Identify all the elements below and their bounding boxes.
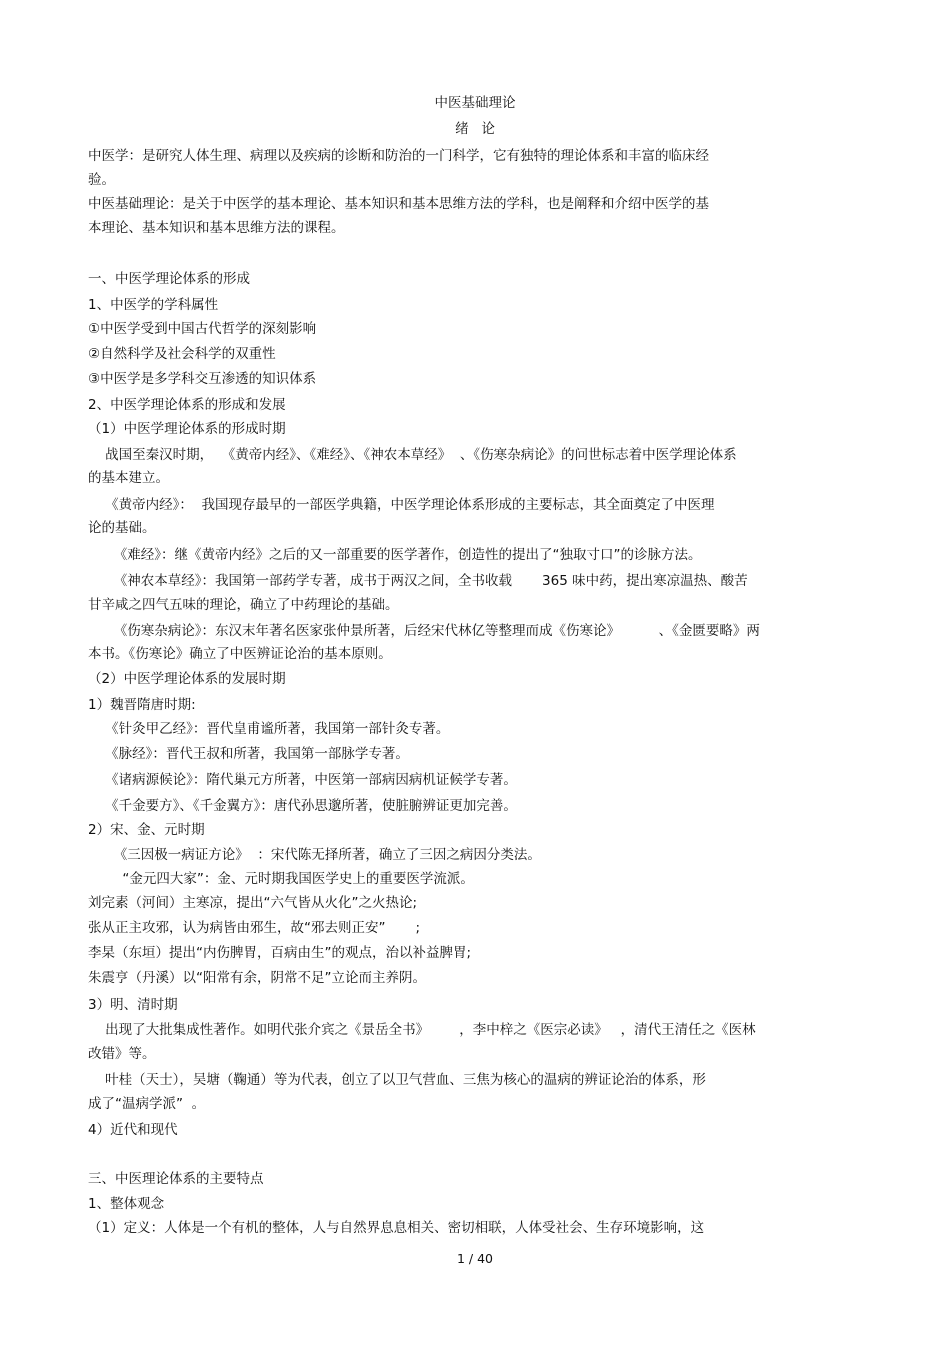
text-line: 朱震亨（丹溪）以“阳常有余，阴常不足”立论而主养阴。	[88, 970, 426, 986]
text-line: 《难经》：继《黄帝内经》之后的又一部重要的医学著作，创造性的提出了“独取寸口”的诊脉方法。	[88, 547, 702, 563]
text-line: （1）中医学理论体系的形成时期	[88, 421, 286, 437]
text-line: 2、中医学理论体系的形成和发展	[88, 397, 286, 413]
doc-subtitle: 绪 论	[455, 121, 495, 137]
text-line: （1）定义：人体是一个有机的整体，人与自然界息息相关、密切相联，人体受社会、生存环境影响，这	[88, 1220, 705, 1236]
text-line: 《伤寒杂病论》：东汉末年著名医家张仲景所著，后经宋代林亿等整理而成《伤寒论》 、《金匮要略》两	[88, 623, 760, 639]
text-line: （2）中医学理论体系的发展时期	[88, 671, 286, 687]
text-line: ③中医学是多学科交互渗透的知识体系	[88, 371, 317, 387]
page-number: 1 / 40	[456, 1251, 494, 1266]
text-line: 出现了大批集成性著作。如明代张介宾之《景岳全书》 ，李中梓之《医宗必读》 ，清代王清任之《医林	[88, 1022, 756, 1038]
text-line: 改错》等。	[88, 1046, 156, 1062]
text-line: 《诸病源候论》：隋代巢元方所著，中医第一部病因病机证候学专著。	[88, 772, 517, 788]
text-line: 2）宋、金、元时期	[88, 822, 205, 838]
text-line: 1、整体观念	[88, 1196, 165, 1212]
text-line: ②自然科学及社会科学的双重性	[88, 346, 276, 362]
text-line: 中医学：是研究人体生理、病理以及疾病的诊断和防治的一门科学，它有独特的理论体系和丰富的临床经	[88, 148, 709, 164]
text-line: 甘辛咸之四气五味的理论，确立了中药理论的基础。	[88, 597, 399, 613]
text-line: 中医基础理论：是关于中医学的基本理论、基本知识和基本思维方法的学科，也是阐释和介绍中医学的基	[88, 196, 709, 212]
text-line: 李杲（东垣）提出“内伤脾胃，百病由生”的观点，治以补益脾胃;	[88, 945, 472, 961]
text-line: 刘完素（河间）主寒凉，提出“六气皆从火化”之火热论;	[88, 895, 418, 911]
section-heading: 三、中医理论体系的主要特点	[88, 1171, 264, 1187]
text-line: 《黄帝内经》： 我国现存最早的一部医学典籍，中医学理论体系形成的主要标志，其全面奠定了中医理	[88, 497, 715, 513]
text-line: 验。	[88, 172, 115, 188]
text-line: 4）近代和现代	[88, 1122, 178, 1138]
text-line: 《神农本草经》：我国第一部药学专著，成书于两汉之间，全书收载 365 味中药，提出寒凉温热、酸苦	[88, 573, 748, 589]
text-line: 叶桂（天士），吴塘（鞠通）等为代表，创立了以卫气营血、三焦为核心的温病的辨证论治的体系，形	[88, 1072, 706, 1088]
text-line: “金元四大家”：金、元时期我国医学史上的重要医学流派。	[88, 871, 474, 887]
text-line: 《千金要方》、《千金翼方》：唐代孙思邈所著，使脏腑辨证更加完善。	[88, 798, 517, 814]
text-line: 《三因极一病证方论》 ：宋代陈无择所著，确立了三因之病因分类法。	[88, 847, 541, 863]
text-line: 战国至秦汉时期， 《黄帝内经》、《难经》、《神农本草经》 、《伤寒杂病论》的问世标志着中医学理论体系	[88, 447, 737, 463]
section-heading: 一、中医学理论体系的形成	[88, 271, 250, 287]
text-line: 1、中医学的学科属性	[88, 297, 219, 313]
text-line: 成了“温病学派” 。	[88, 1096, 206, 1112]
text-line: 本书。《伤寒论》确立了中医辨证论治的基本原则。	[88, 646, 392, 662]
text-line: 《针灸甲乙经》：晋代皇甫谧所著，我国第一部针灸专著。	[88, 721, 450, 737]
text-line: 的基本建立。	[88, 470, 169, 486]
text-line: 3）明、清时期	[88, 997, 178, 1013]
text-line: 张从正主攻邪，认为病皆由邪生，故“邪去则正安” ;	[88, 920, 421, 936]
text-line: 本理论、基本知识和基本思维方法的课程。	[88, 220, 345, 236]
doc-title: 中医基础理论	[434, 95, 516, 111]
text-line: 1）魏晋隋唐时期:	[88, 697, 196, 713]
text-line: 《脉经》：晋代王叔和所著，我国第一部脉学专著。	[88, 746, 409, 762]
text-line: 论的基础。	[88, 520, 156, 536]
text-line: ①中医学受到中国古代哲学的深刻影响	[88, 321, 317, 337]
